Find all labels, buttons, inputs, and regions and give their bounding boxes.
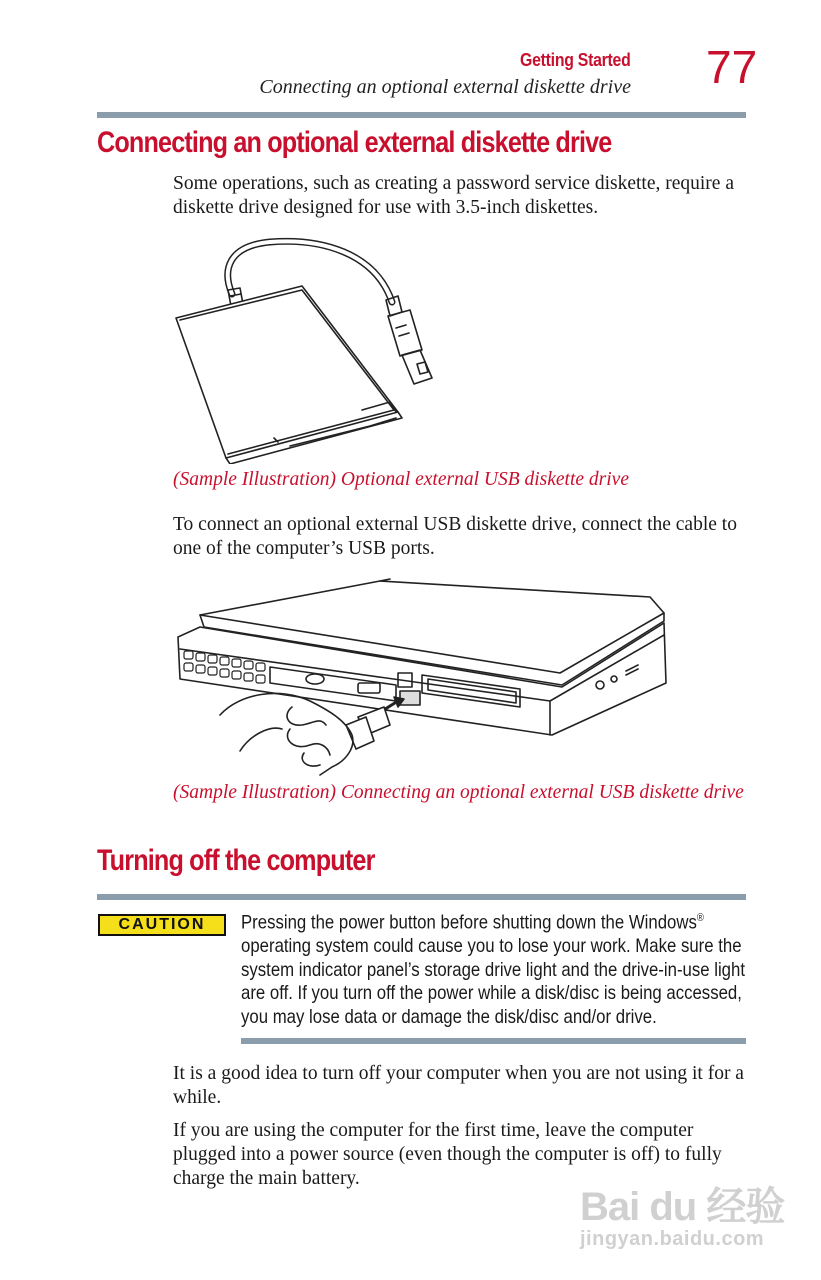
caution-top-rule [97, 894, 746, 900]
caution-text [241, 907, 748, 1029]
section-heading-diskette: Connecting an optional external diskette drive [97, 126, 612, 159]
running-header-section: Getting Started [520, 50, 631, 70]
intro-paragraph: Some operations, such as creating a password service diskette, require a diskette drive designed for use with 3.5-inch diskettes. [173, 173, 734, 218]
connect-paragraph: To connect an optional external USB diskette drive, connect the cable to one of the computer’s USB ports. [173, 514, 737, 559]
registered-mark: ® [696, 912, 704, 924]
baidu-watermark [580, 1175, 784, 1251]
turn-off-paragraph-1: It is a good idea to turn off your computer when you are not using it for a while. [173, 1063, 744, 1108]
running-header-subsection: Connecting an optional external diskette drive [259, 76, 631, 98]
turn-off-paragraph-2: If you are using the computer for the first time, leave the computer plugged into a power source (even though the computer is off) to fully charge the main battery. [173, 1120, 722, 1189]
figure1-caption: (Sample Illustration) Optional external USB diskette drive [173, 469, 629, 490]
page-number: 77 [706, 41, 758, 93]
caution-text-main: Pressing the power button before shutting down the Windows [241, 911, 697, 934]
usb-diskette-drive-illustration [170, 232, 460, 464]
laptop-usb-connection-illustration [170, 575, 670, 780]
figure2-caption: (Sample Illustration) Connecting an optional external USB diskette drive [173, 782, 744, 803]
header-rule [97, 112, 746, 118]
watermark-logo: Bai du 经验 [580, 1185, 785, 1229]
watermark-url: jingyan.baidu.com [580, 1228, 765, 1250]
section-heading-turning-off: Turning off the computer [97, 844, 375, 877]
caution-bottom-rule [241, 1038, 746, 1044]
caution-text-rest: operating system could cause you to lose your work. Make sure the system indicator panel’s storage drive light and the drive-in-use light are off. If you turn off the power while a disk/disc is being accessed, you may lose data or damage the disk/disc and/or drive. [241, 935, 745, 1028]
caution-badge: CAUTION [98, 914, 226, 936]
